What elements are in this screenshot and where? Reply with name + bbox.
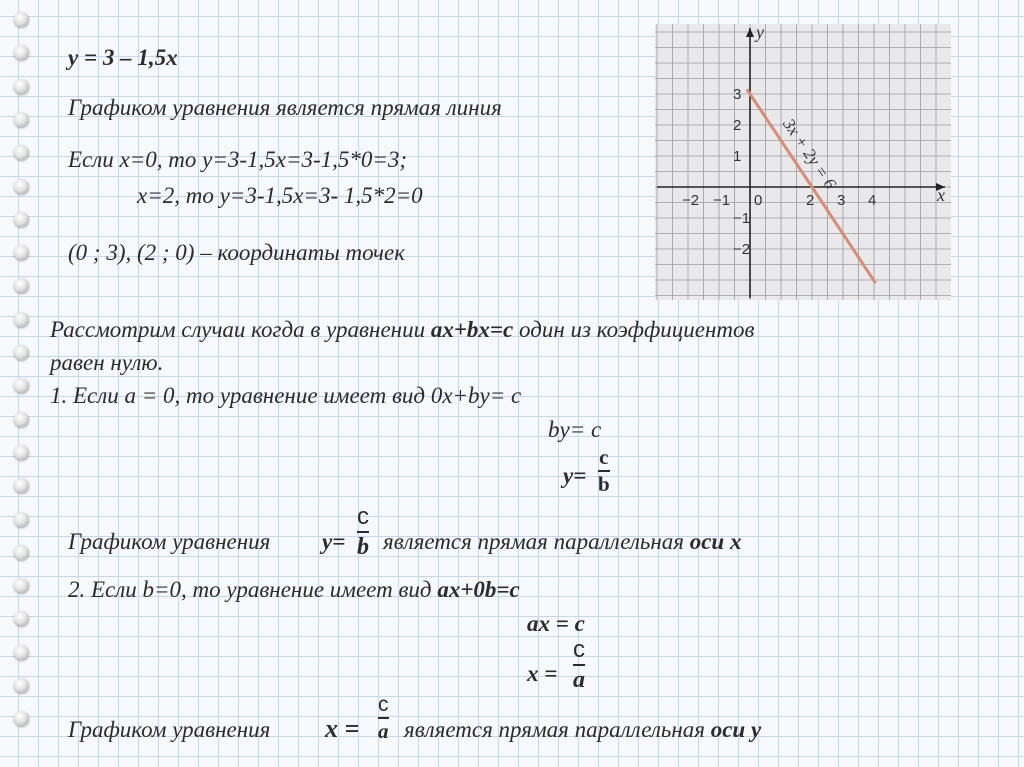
graph1-numerator: c <box>357 503 369 530</box>
x-tick-label: −2 <box>682 192 700 209</box>
graph1-after: является прямая параллельная <box>383 529 690 554</box>
case-x0-text: Если x=0, то y=3-1,5x=3-1,5*0=3; <box>68 147 408 172</box>
binder-ring <box>14 412 29 427</box>
graph1-statement <box>383 530 741 553</box>
binder-ring <box>14 611 29 626</box>
binder-ring <box>14 545 29 560</box>
binder-ring <box>14 45 29 60</box>
graph2-x-eq: x = <box>325 714 360 743</box>
graph2-fraction <box>378 694 389 742</box>
y-tick-label: 1 <box>733 148 742 165</box>
case1-denominator: b <box>598 472 610 496</box>
case2-fraction <box>573 638 585 692</box>
case2-numerator: c <box>573 636 585 663</box>
binder-ring <box>14 79 29 94</box>
case1-fraction <box>598 447 610 495</box>
binder-ring <box>14 312 29 327</box>
binder-ring <box>14 345 29 360</box>
binder-ring <box>14 12 29 27</box>
case1-text: 1. Если a = 0, то уравнение имеет вид 0x+by= c <box>50 383 522 408</box>
graph1-axis: оси x <box>689 529 742 554</box>
intro-line-2: равен нулю. <box>50 350 164 375</box>
binder-ring <box>14 512 29 527</box>
binder-ring <box>14 378 29 393</box>
intro-part-2: один из коэффициентов <box>513 317 755 342</box>
case1-numerator: c <box>599 445 609 469</box>
graph2-denominator: a <box>378 719 389 743</box>
y-tick-label: −1 <box>733 210 751 227</box>
y-tick-label: −2 <box>733 241 751 258</box>
points-text: (0 ; 3), (2 ; 0) – координаты точек <box>68 240 405 265</box>
binder-ring <box>14 179 29 194</box>
case2-step2: ax = c <box>527 611 585 636</box>
graph1-y-eq: y= <box>322 529 346 554</box>
binder-ring <box>14 711 29 726</box>
y-axis-label: y <box>756 24 764 42</box>
binder-ring <box>14 112 29 127</box>
x-tick-label: 3 <box>837 192 846 209</box>
x-tick-label: 2 <box>806 192 815 209</box>
graph1-denominator: b <box>357 534 369 560</box>
x-tick-label: −1 <box>713 192 731 209</box>
y-tick-label: 2 <box>733 117 742 134</box>
binder-ring <box>14 245 29 260</box>
graph1-fraction <box>357 505 369 559</box>
graph2-numerator: c <box>378 693 389 716</box>
graph2-after: является прямая параллельная <box>404 717 711 742</box>
graph2-statement <box>404 718 761 741</box>
x-tick-label: 0 <box>754 192 763 209</box>
graph1-before: Графиком уравнения <box>68 529 271 554</box>
y-tick-label: 3 <box>733 86 742 103</box>
case2-denominator: a <box>573 667 585 693</box>
case1-step2: by= c <box>548 417 602 442</box>
case-x2-text: x=2, то y=3-1,5x=3- 1,5*2=0 <box>137 183 423 208</box>
graph-line-label: 3x + 2y = 6 <box>779 115 841 193</box>
intro-line-1 <box>50 318 755 341</box>
graph2-axis: оси y <box>710 717 762 742</box>
graph-statement: Графиком уравнения является прямая линия <box>68 95 502 120</box>
binder-ring <box>14 212 29 227</box>
case1-y-eq: y= <box>563 463 587 488</box>
graph2-before: Графиком уравнения <box>68 717 271 742</box>
binder-ring <box>14 645 29 660</box>
case2-equation: ax+0b=c <box>437 577 520 602</box>
fraction-bar <box>573 664 585 666</box>
case2-text <box>68 578 520 601</box>
case2-text-pre: 2. Если b=0, то уравнение имеет вид <box>68 577 438 602</box>
x-tick-label: 4 <box>868 192 877 209</box>
binder-ring <box>14 445 29 460</box>
line-graph <box>655 24 951 300</box>
intro-equation: ax+bx=c <box>430 317 514 342</box>
binder-ring <box>14 478 29 493</box>
binder-ring <box>14 145 29 160</box>
fraction-bar <box>357 531 369 533</box>
x-axis-label: x <box>937 185 945 205</box>
notebook-rings <box>8 0 34 767</box>
case2-x-eq: x = <box>527 661 558 686</box>
intro-part-1: Рассмотрим случаи когда в уравнении <box>50 317 431 342</box>
binder-ring <box>14 578 29 593</box>
equation-heading: y = 3 – 1,5x <box>68 45 178 70</box>
binder-ring <box>14 678 29 693</box>
binder-ring <box>14 278 29 293</box>
